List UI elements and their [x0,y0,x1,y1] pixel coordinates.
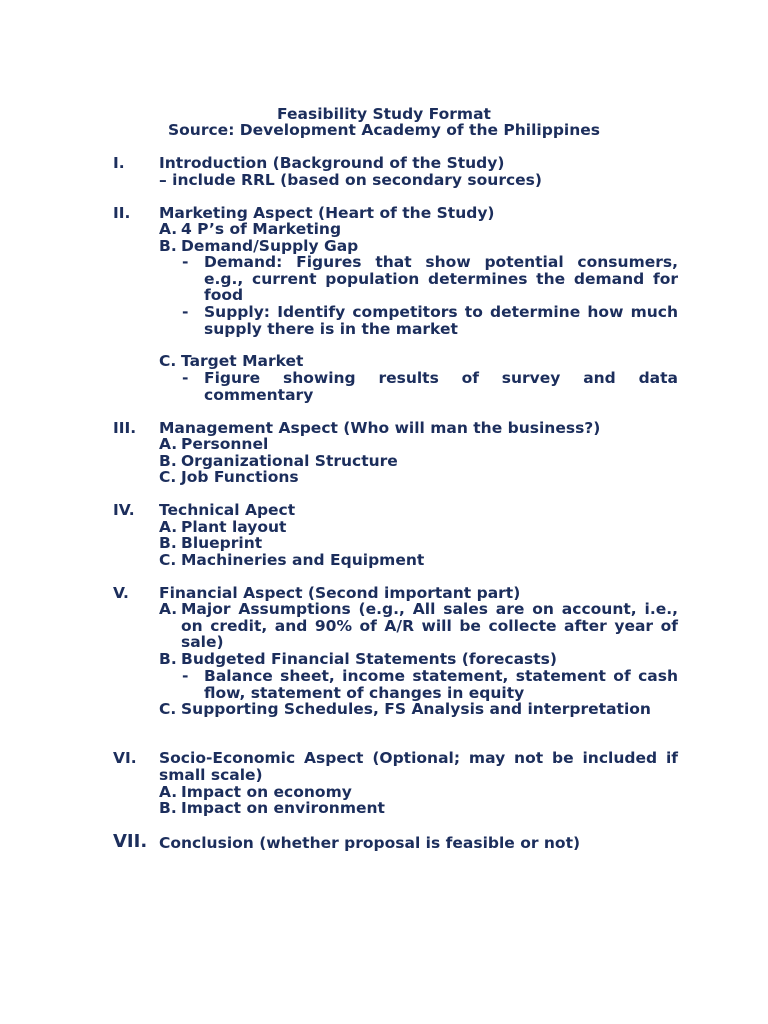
item-text: Job Functions [181,468,299,486]
item-letter: A. [159,435,178,453]
item-text: Demand/Supply Gap [181,237,359,255]
item-letter: B. [159,650,177,668]
bullet-text: Supply: Identify competitors to determine how much supply there is in the market [204,303,678,338]
section-7-number: VII. [113,831,148,852]
item-text: Target Market [181,352,304,370]
bullet-text: Figure showing results of survey and data commentary [204,369,678,404]
section-5-heading: Financial Aspect (Second important part) [159,584,521,602]
item-letter: C. [159,551,177,569]
section-4-item-c [159,552,678,569]
document-source: Source: Development Academy of the Philippines [168,121,600,139]
item-text: Plant layout [181,518,287,536]
item-letter: C. [159,352,177,370]
section-2-supply-bullet [182,304,678,337]
item-text: Personnel [181,435,269,453]
section-5-item-b [159,651,678,668]
section-5-number: V. [113,584,129,602]
section-6-heading-block [159,750,678,783]
section-6-heading: Socio-Economic Aspect (Optional; may not be included if small scale) [159,749,678,784]
section-3-number: III. [113,419,137,437]
item-letter: C. [159,468,177,486]
section-3-item-c [159,469,678,486]
section-3-item-a [159,436,678,453]
item-text: Machineries and Equipment [181,551,425,569]
section-2-target-bullet [182,370,678,403]
section-2-item-c [159,353,678,370]
section-5-item-a [159,601,678,651]
item-text: Impact on environment [181,799,385,817]
item-text: Budgeted Financial Statements (forecasts) [181,650,557,668]
section-4-heading: Technical Apect [159,501,296,519]
bullet-text: Demand: Figures that show potential consumers, e.g., current population determines the demand for food [204,253,678,305]
section-2-number: II. [113,204,131,222]
item-letter: A. [159,600,178,618]
item-letter: A. [159,783,178,801]
section-5-item-c [159,701,678,718]
item-letter: A. [159,220,178,238]
item-letter: B. [159,237,177,255]
section-6-number: VI. [113,749,137,767]
item-text: Impact on economy [181,783,352,801]
item-letter: C. [159,700,177,718]
item-text: 4 P’s of Marketing [181,220,342,238]
section-4-item-b [159,535,678,552]
item-text: Blueprint [181,534,263,552]
section-4-number: IV. [113,501,135,519]
section-2-demand-bullet [182,254,678,304]
section-1-note: – include RRL (based on secondary sources) [159,171,542,189]
item-letter: B. [159,452,177,470]
section-5-statements-bullet [182,668,678,701]
bullet-dash: - [182,253,189,271]
bullet-dash: - [182,369,189,387]
bullet-dash: - [182,303,189,321]
item-text: Major Assumptions (e.g., All sales are on account, i.e., on credit, and 90% of A/R will be collecte after year of sale) [181,600,678,652]
section-2-heading: Marketing Aspect (Heart of the Study) [159,204,495,222]
item-text: Organizational Structure [181,452,398,470]
item-letter: B. [159,799,177,817]
section-6-item-b [159,800,678,817]
document-title: Feasibility Study Format [277,105,491,123]
item-letter: B. [159,534,177,552]
bullet-text: Balance sheet, income statement, statement of cash flow, statement of changes in equity [204,667,678,702]
section-3-heading: Management Aspect (Who will man the business?) [159,419,601,437]
section-1-heading: Introduction (Background of the Study) [159,154,505,172]
section-1-number: I. [113,154,125,172]
bullet-dash: - [182,667,189,685]
item-text: Supporting Schedules, FS Analysis and interpretation [181,700,651,718]
section-7-heading: Conclusion (whether proposal is feasible or not) [159,834,581,852]
item-letter: A. [159,518,178,536]
section-2-item-a [159,221,678,238]
